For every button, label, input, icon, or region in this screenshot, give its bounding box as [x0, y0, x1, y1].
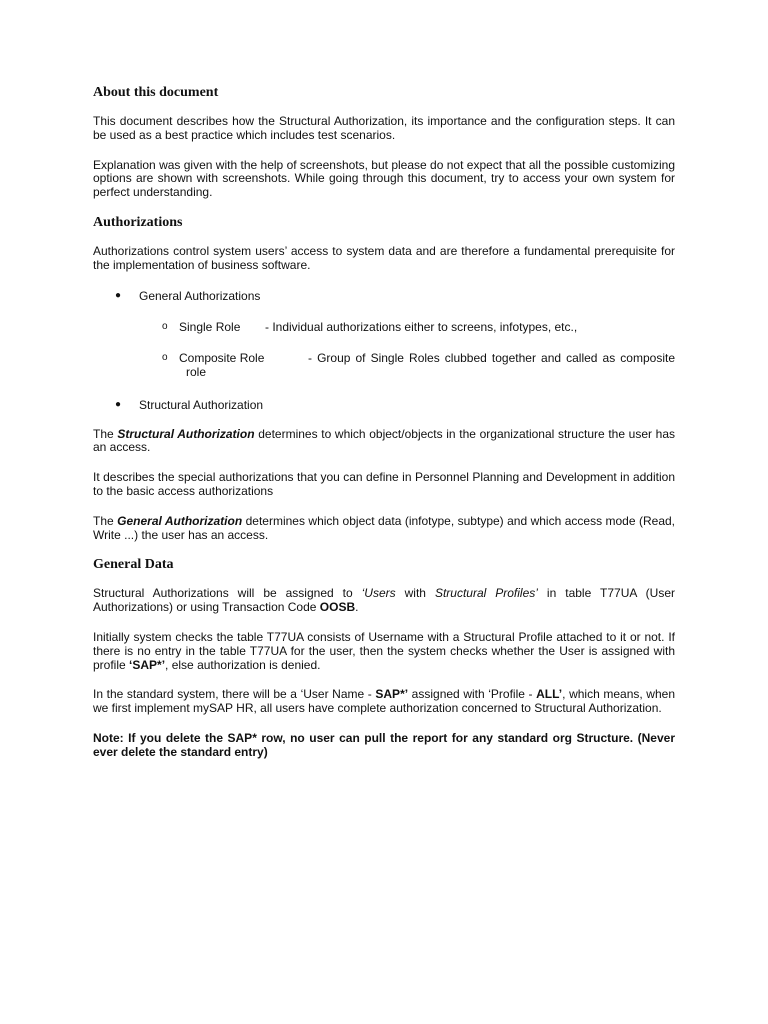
user-name-sap: SAP*’ [375, 687, 409, 702]
bullet-label: General Authorizations [139, 288, 261, 303]
text-run: with [395, 586, 435, 601]
general-data-paragraph-2 [93, 631, 675, 672]
bullet-general-authorizations [93, 290, 675, 304]
heading-about: About this document [93, 85, 219, 100]
subitem-single-role [93, 321, 675, 349]
text-run: Structural Authorizations will be assigned to [93, 586, 362, 601]
about-paragraph-1: This document describes how the Structural Authorization, its importance and the configuration steps. It can be used as a best practice which includes test scenarios. [93, 114, 675, 142]
subitem-name: Composite Role [179, 350, 265, 365]
heading-authorizations: Authorizations [93, 214, 183, 230]
note-paragraph: Note: If you delete the SAP* row, no user can pull the report for any standard org Structure. (Never ever delete the standard entry) [93, 730, 675, 759]
text-run: assigned with ‘Profile - [408, 687, 537, 702]
bullet-label: Structural Authorization [139, 397, 264, 412]
sub-mark: o [162, 351, 168, 363]
profile-all: ALL’ [536, 687, 563, 702]
italic-users: ‘Users [361, 586, 396, 601]
text-run: In the standard system, there will be a ‘User Name - [93, 687, 376, 702]
sub-mark: o [162, 320, 168, 332]
transaction-code: OOSB [319, 600, 356, 615]
general-authorization-paragraph [93, 515, 675, 543]
text-run: The [93, 513, 118, 528]
subitem-desc-continued: role [186, 364, 207, 379]
bullet-structural-authorization [93, 399, 675, 413]
italic-structural-profiles: Structural Profiles’ [434, 586, 538, 601]
authorizations-intro: Authorizations control system users’ access to system data and are therefore a fundamental prerequisite for the implementation of business software. [93, 243, 675, 272]
bullet-mark: ● [115, 398, 122, 410]
text-run: . [355, 600, 359, 615]
structural-authorization-paragraph [93, 428, 675, 456]
subitem-desc: - Group of Single Roles clubbed together and called as composite [308, 350, 675, 365]
text-run: , else authorization is denied. [165, 657, 321, 672]
text-run: The [93, 426, 118, 441]
special-authorizations-paragraph: It describes the special authorizations that you can define in Personnel Planning and Development in addition to the basic access authorizations [93, 470, 675, 498]
term-structural-authorization: Structural Authorization [117, 426, 255, 441]
text-run: determines which object data (infotype, subtype) and which access mode (Read, Write ...) the user has an access. [93, 513, 675, 542]
term-general-authorization: General Authorization [117, 513, 243, 528]
general-data-paragraph-1 [93, 587, 675, 615]
text-run: in table T77UA (User Authorizations) or using Transaction Code [93, 586, 676, 615]
text-run: Initially system checks the table T77UA consists of Username with a Structural Profile attached to it or not. If there is no entry in the table T77UA for the user, then the system checks whether the User is assigned with profile [93, 629, 675, 672]
document-body [93, 84, 675, 760]
subitem-name: Single Role [179, 319, 241, 334]
subitem-composite-role [93, 352, 675, 380]
heading-general-data: General Data [93, 557, 174, 573]
general-data-paragraph-3 [93, 688, 675, 716]
text-run: determines to which object/objects in the organizational structure the user has an access. [93, 426, 676, 455]
bullet-mark: ● [115, 289, 122, 301]
about-paragraph-2: Explanation was given with the help of screenshots, but please do not expect that all the possible customizing options are shown with screenshots. While going through this document, try to access your own system for perfect understanding. [93, 157, 675, 200]
profile-sap: ‘SAP*’ [129, 657, 166, 672]
subitem-desc: - Individual authorizations either to screens, infotypes, etc., [265, 319, 578, 334]
text-run: , which means, when we first implement mySAP HR, all users have complete authorization concerned to Structural Authorization. [93, 687, 675, 716]
